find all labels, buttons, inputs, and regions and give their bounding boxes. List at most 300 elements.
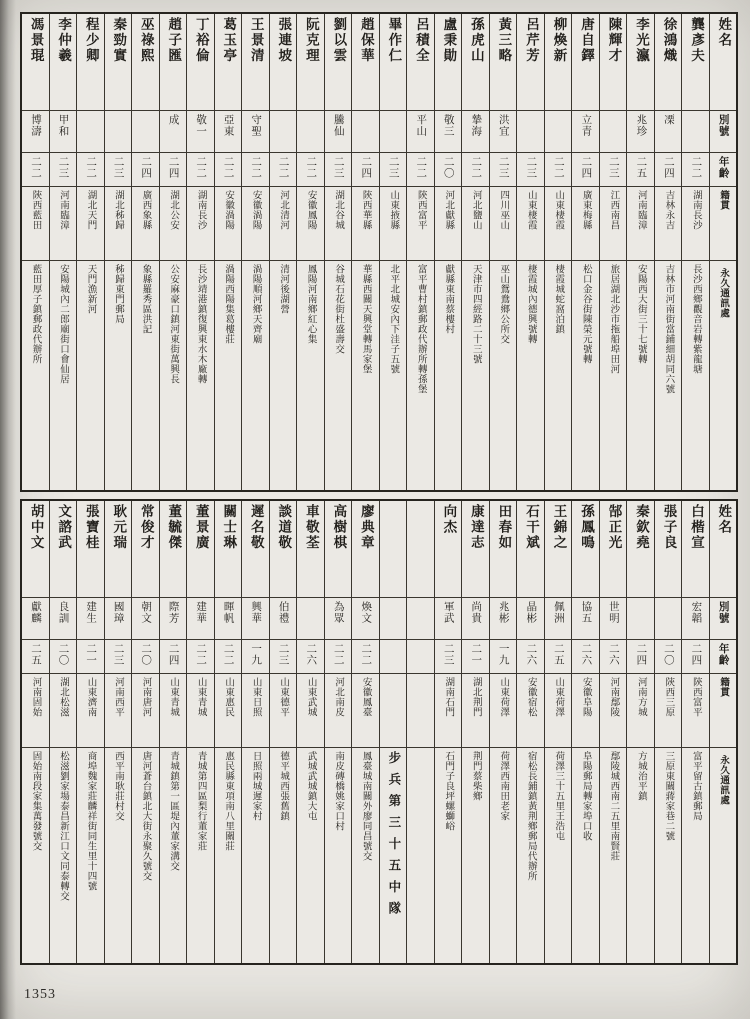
person-origin: 安徽渦陽 [250, 190, 261, 230]
person-origin: 湖北谷城 [333, 190, 344, 230]
person-origin: 四川巫山 [498, 190, 509, 230]
age-cell [270, 152, 297, 186]
addr-cell [627, 747, 654, 963]
name-cell [490, 14, 517, 110]
origin-cell [160, 673, 187, 747]
alias-cell [160, 110, 187, 152]
addr-cell [490, 747, 517, 963]
origin-cell [462, 673, 489, 747]
person-column [186, 501, 214, 963]
person-address: 渦陽西陽集葛樓莊 [223, 264, 234, 344]
person-age: 二五 [552, 643, 564, 666]
header-address-label: 永久通訊處 [718, 755, 729, 805]
name-cell [572, 501, 599, 597]
name-header-cell [710, 501, 736, 597]
person-address: 石門子良坪螺螄峪 [443, 751, 454, 831]
person-address: 天門漁新河 [85, 264, 96, 314]
name-cell [517, 501, 544, 597]
person-origin: 山東青城 [195, 677, 206, 717]
person-alias: 國璋 [112, 601, 124, 624]
addr-cell [297, 260, 324, 490]
person-column [76, 501, 104, 963]
name-cell [22, 14, 49, 110]
age-cell [215, 152, 242, 186]
alias-cell [655, 597, 682, 639]
person-name: 柳煥新 [551, 17, 567, 64]
origin-cell [77, 186, 104, 260]
person-age: 二四 [167, 643, 179, 666]
person-column [571, 14, 599, 490]
person-origin: 廣西象縣 [140, 190, 151, 230]
name-cell [270, 14, 297, 110]
origin-cell [435, 186, 462, 260]
alias-cell [325, 110, 352, 152]
alias-cell [380, 110, 407, 152]
person-name: 巫祿熙 [138, 17, 154, 64]
name-cell [380, 14, 407, 110]
origin-cell [242, 673, 269, 747]
person-alias: 博濤 [30, 114, 42, 137]
alias-cell [352, 110, 379, 152]
addr-cell [600, 747, 627, 963]
addr-cell [682, 260, 709, 490]
person-origin: 安徽阜陽 [580, 677, 591, 717]
origin-cell [352, 673, 379, 747]
addr-cell [132, 260, 159, 490]
alias-cell [242, 597, 269, 639]
origin-cell [270, 673, 297, 747]
person-address: 松滋劉家場泰昌新江口文同泰轉交 [58, 751, 68, 901]
header-alias-label: 別號 [717, 601, 729, 624]
person-address: 清河後湖營 [278, 264, 289, 314]
addr-cell [325, 260, 352, 490]
person-origin: 陝西藍田 [30, 190, 41, 230]
person-alias: 甲和 [57, 114, 69, 137]
alias-cell [132, 110, 159, 152]
person-origin: 山東荷澤 [553, 677, 564, 717]
name-cell [77, 501, 104, 597]
origin-cell [352, 186, 379, 260]
origin-cell [435, 673, 462, 747]
person-age: 二二 [360, 643, 372, 666]
person-origin: 湖北松滋 [58, 677, 68, 717]
person-origin: 山東惠民 [223, 677, 234, 717]
person-name: 呂芹芳 [523, 17, 539, 64]
person-address: 唐河蒼台鎮北大街永聚久號交 [140, 751, 151, 881]
name-cell [270, 501, 297, 597]
person-name: 馮景琨 [28, 17, 44, 64]
person-origin: 山東武城 [305, 677, 316, 717]
name-cell [242, 501, 269, 597]
person-origin: 湖北秭歸 [113, 190, 124, 230]
person-age: 二一 [85, 643, 97, 666]
origin-cell [380, 673, 407, 747]
person-column [434, 14, 462, 490]
origin-cell [655, 673, 682, 747]
name-cell [132, 501, 159, 597]
age-cell [132, 152, 159, 186]
person-alias: 亞東 [222, 114, 234, 137]
age-cell [682, 152, 709, 186]
age-cell [187, 639, 214, 673]
header-origin-label: 籍貫 [718, 677, 729, 697]
addr-cell [187, 747, 214, 963]
person-address: 安陽城內二郎廟街口會仙居 [58, 264, 68, 384]
header-origin-label: 籍貫 [718, 190, 729, 210]
person-origin: 廣東梅縣 [580, 190, 591, 230]
person-age: 二三 [112, 643, 124, 666]
person-column [22, 501, 49, 963]
age-cell [105, 639, 132, 673]
person-name: 趙子匯 [166, 17, 182, 64]
person-alias: 良訓 [57, 601, 69, 624]
alias-cell [325, 597, 352, 639]
person-name: 高樹棋 [331, 504, 347, 551]
age-cell [490, 152, 517, 186]
age-cell [50, 152, 77, 186]
alias-cell [435, 597, 462, 639]
person-age: 二二 [690, 156, 702, 179]
person-origin: 湖南石門 [443, 677, 454, 717]
origin-cell [160, 186, 187, 260]
name-cell [407, 501, 434, 597]
person-name: 李光瀛 [634, 17, 649, 64]
name-cell [545, 501, 572, 597]
addr-cell [380, 260, 407, 490]
addr-cell [517, 260, 544, 490]
person-address: 天津市四經路二十三號 [470, 264, 481, 364]
age-cell [22, 152, 49, 186]
person-column [406, 14, 434, 490]
person-column [104, 14, 132, 490]
person-column [269, 501, 297, 963]
addr-cell [22, 747, 49, 963]
person-address: 秭歸東門郵局 [113, 264, 124, 324]
person-column [461, 501, 489, 963]
person-alias: 尚貴 [470, 601, 482, 624]
person-origin: 河南西平 [113, 677, 124, 717]
alias-cell [187, 110, 214, 152]
alias-cell [462, 110, 489, 152]
name-cell [105, 501, 132, 597]
person-age: 二二 [277, 156, 289, 179]
person-address: 荷澤三十五里王浩屯 [553, 751, 564, 841]
person-age: 一九 [497, 643, 509, 666]
header-age-label: 年齡 [717, 643, 729, 666]
origin-cell [572, 673, 599, 747]
addr-cell [105, 260, 132, 490]
name-cell [105, 14, 132, 110]
person-column [654, 501, 682, 963]
person-origin: 河南方城 [635, 677, 646, 717]
person-column [22, 14, 49, 490]
person-age: 二二 [552, 156, 564, 179]
age-cell [435, 152, 462, 186]
alias-cell [297, 110, 324, 152]
alias-cell [380, 597, 407, 639]
age-cell [352, 152, 379, 186]
person-column [131, 14, 159, 490]
addr-cell [105, 747, 132, 963]
alias-cell [270, 597, 297, 639]
name-cell [77, 14, 104, 110]
person-name: 向杰 [441, 504, 457, 535]
person-age: 二五 [30, 643, 42, 666]
person-alias: 兆珍 [635, 114, 647, 137]
addr-cell [187, 260, 214, 490]
person-name: 黃三略 [496, 17, 512, 64]
addr-cell [682, 747, 709, 963]
person-column [654, 14, 682, 490]
alias-cell [572, 110, 599, 152]
origin-cell [215, 186, 242, 260]
person-alias: 守聖 [250, 114, 262, 137]
name-cell [50, 14, 77, 110]
person-alias: 敬一 [195, 114, 207, 137]
age-cell [160, 639, 187, 673]
person-alias: 敬三 [442, 114, 454, 137]
origin-cell [242, 186, 269, 260]
address-header-cell [710, 260, 736, 490]
name-cell [297, 14, 324, 110]
header-name-label: 姓名 [716, 17, 732, 48]
name-cell [627, 501, 654, 597]
person-name: 畢作仁 [386, 17, 402, 64]
origin-header-cell [710, 673, 736, 747]
alias-cell [22, 597, 49, 639]
name-cell [325, 501, 352, 597]
addr-cell [655, 747, 682, 963]
person-column [379, 14, 407, 490]
person-name: 郜正光 [606, 504, 622, 551]
alias-cell [462, 597, 489, 639]
name-cell [380, 501, 407, 597]
alias-cell [490, 597, 517, 639]
person-address: 日照兩城遲家村 [250, 751, 261, 821]
person-column [461, 14, 489, 490]
name-cell [462, 14, 489, 110]
person-age: 二二 [305, 156, 317, 179]
alias-cell [297, 597, 324, 639]
person-column [681, 501, 709, 963]
origin-cell [105, 673, 132, 747]
age-cell [462, 152, 489, 186]
person-alias: 建生 [85, 601, 97, 624]
origin-cell [380, 186, 407, 260]
age-cell [160, 152, 187, 186]
person-address: 武城武城鎮大屯 [305, 751, 316, 821]
alias-cell [77, 110, 104, 152]
person-column [681, 14, 709, 490]
addr-cell [572, 260, 599, 490]
name-cell [187, 501, 214, 597]
person-origin: 山東棲霞 [525, 190, 536, 230]
person-age: 二四 [167, 156, 179, 179]
person-name: 耿元瑞 [111, 504, 127, 551]
person-age: 二三 [387, 156, 399, 179]
alias-cell [517, 110, 544, 152]
person-name: 呂積全 [413, 17, 429, 64]
person-origin: 湖北公安 [168, 190, 179, 230]
origin-cell [132, 186, 159, 260]
person-age: 二二 [332, 643, 344, 666]
origin-cell [407, 673, 434, 747]
person-name: 陳輝才 [606, 17, 622, 64]
person-address: 荷澤西南田老家 [498, 751, 509, 821]
person-origin: 河北獻縣 [443, 190, 454, 230]
addr-cell [380, 747, 407, 963]
person-alias: 暉帆 [222, 601, 234, 624]
person-name: 劉以雲 [331, 17, 347, 64]
person-alias: 建華 [195, 601, 207, 624]
origin-cell [490, 673, 517, 747]
alias-cell [352, 597, 379, 639]
addr-cell [352, 260, 379, 490]
name-cell [682, 14, 709, 110]
person-age: 二四 [690, 643, 702, 666]
origin-cell [545, 673, 572, 747]
name-cell [160, 14, 187, 110]
person-age: 二二 [195, 156, 207, 179]
age-cell [242, 639, 269, 673]
age-header-cell [710, 639, 736, 673]
person-age: 二六 [525, 643, 537, 666]
addr-cell [572, 747, 599, 963]
addr-cell [407, 747, 434, 963]
addr-cell [215, 260, 242, 490]
person-name: 車敬荃 [303, 504, 319, 551]
alias-cell [407, 597, 434, 639]
person-age: 二〇 [442, 156, 454, 179]
person-age: 二二 [470, 156, 482, 179]
person-name: 阮克理 [303, 17, 319, 64]
person-column [49, 14, 77, 490]
name-cell [160, 501, 187, 597]
person-age: 二二 [85, 156, 97, 179]
person-age: 一九 [250, 643, 262, 666]
person-name: 唐自鐸 [578, 17, 594, 64]
age-cell [297, 152, 324, 186]
person-age: 二三 [57, 156, 69, 179]
person-address: 荆門蔡柴鄉 [470, 751, 481, 801]
person-column [296, 14, 324, 490]
origin-cell [545, 186, 572, 260]
person-column [351, 501, 379, 963]
person-column [186, 14, 214, 490]
alias-cell [407, 110, 434, 152]
age-cell [682, 639, 709, 673]
origin-cell [600, 186, 627, 260]
addr-cell [545, 747, 572, 963]
person-alias: 成 [167, 114, 179, 126]
person-name: 孫虎山 [468, 17, 484, 64]
addr-cell [242, 747, 269, 963]
origin-cell [325, 673, 352, 747]
person-column [104, 501, 132, 963]
person-name: 白楷宣 [689, 504, 705, 551]
name-cell [655, 501, 682, 597]
origin-cell [655, 186, 682, 260]
person-origin: 陝西華縣 [360, 190, 371, 230]
addr-cell [77, 260, 104, 490]
origin-cell [270, 186, 297, 260]
person-column [544, 14, 572, 490]
header-name-label: 姓名 [716, 504, 732, 535]
person-origin: 河南固始 [30, 677, 41, 717]
name-cell [215, 14, 242, 110]
person-alias: 朝文 [140, 601, 152, 624]
age-cell [132, 639, 159, 673]
person-age: 二〇 [57, 643, 69, 666]
person-address: 固始南段家集萬發號交 [30, 751, 41, 851]
alias-cell [517, 597, 544, 639]
person-origin: 安徽渦陽 [223, 190, 234, 230]
person-alias: 興華 [250, 601, 262, 624]
person-alias: 為眾 [332, 601, 344, 624]
person-alias: 晶彬 [525, 601, 537, 624]
person-age: 二四 [635, 643, 647, 666]
person-alias: 伯禮 [277, 601, 289, 624]
person-address: 吉林市河南街當鋪細胡同六號 [663, 264, 674, 394]
addr-cell [160, 747, 187, 963]
origin-cell [22, 673, 49, 747]
name-cell [297, 501, 324, 597]
alias-cell [682, 110, 709, 152]
name-header-cell [710, 14, 736, 110]
person-column [131, 501, 159, 963]
person-origin: 陝西三原 [663, 677, 674, 717]
origin-cell [297, 673, 324, 747]
person-address: 巫山鴛鴦鄉公所交 [498, 264, 509, 344]
age-cell [545, 152, 572, 186]
person-address: 惠民縣東項南八里關莊 [223, 751, 234, 851]
person-name: 胡中文 [28, 504, 44, 551]
age-cell [572, 639, 599, 673]
name-cell [435, 501, 462, 597]
person-address: 富平曹村鎮郵政代辦所轉孫堡 [415, 264, 426, 394]
person-alias: 獻麟 [30, 601, 42, 624]
person-name: 張連坡 [276, 17, 292, 64]
origin-cell [50, 186, 77, 260]
origin-cell [627, 673, 654, 747]
person-address: 旅居湖北沙市拖船埠田河 [608, 264, 619, 374]
person-column [351, 14, 379, 490]
person-age: 二三 [497, 156, 509, 179]
addr-cell [270, 747, 297, 963]
person-alias: 佩洲 [552, 601, 564, 624]
person-name: 孫鳳鳴 [578, 504, 594, 551]
person-column [324, 501, 352, 963]
person-origin: 安徽鳳臺 [360, 677, 371, 717]
person-origin: 河南臨漳 [58, 190, 68, 230]
alias-cell [105, 597, 132, 639]
origin-cell [187, 186, 214, 260]
person-name: 盧秉勛 [441, 17, 457, 64]
person-address: 棲霞城內德興號轉 [525, 264, 536, 344]
person-address: 方城治平鎮 [635, 751, 646, 801]
person-alias: 摯海 [470, 114, 482, 137]
page-number: 1353 [24, 987, 56, 1002]
person-age: 二二 [250, 156, 262, 179]
person-name: 董毓傑 [166, 504, 182, 551]
name-cell [22, 501, 49, 597]
origin-cell [600, 673, 627, 747]
person-address: 北平北城安內下洼子五號 [388, 264, 399, 374]
person-column [241, 501, 269, 963]
age-cell [600, 152, 627, 186]
person-column [76, 14, 104, 490]
person-address: 藍田厚子鎮郵政代辦所 [30, 264, 41, 364]
